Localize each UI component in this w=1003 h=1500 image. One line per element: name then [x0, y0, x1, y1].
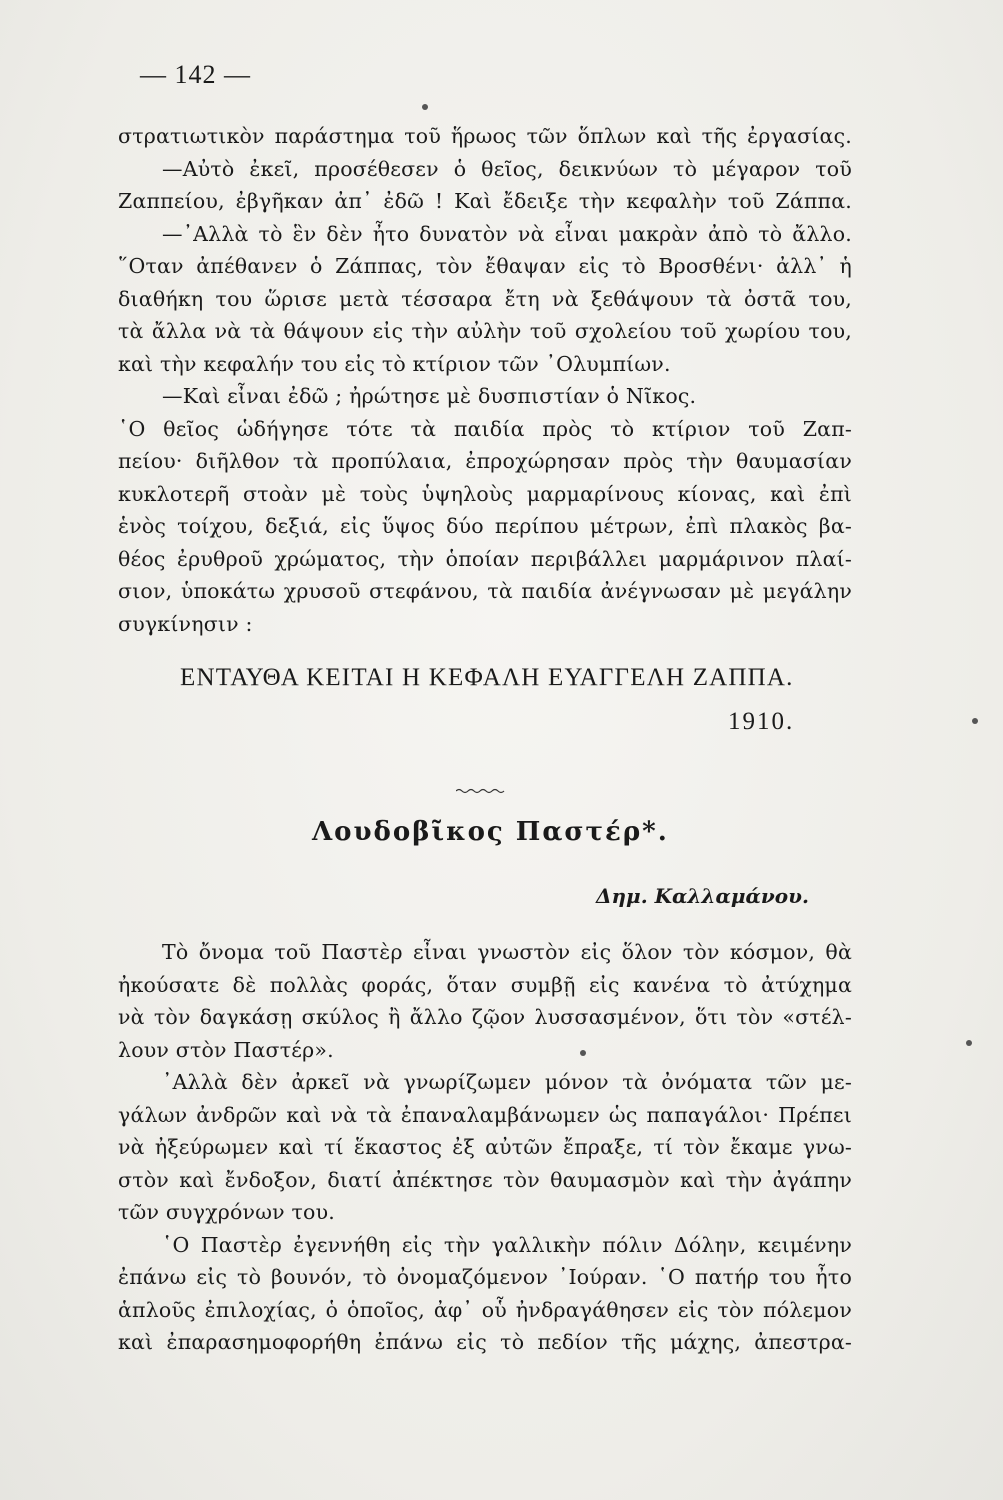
text-line: Ζαππείου, ἐβγῆκαν ἀπ᾽ ἐδῶ ! Καὶ ἔδειξε τὴν κεφαλὴν τοῦ Ζάππα. — [118, 189, 852, 213]
text-line: στὸν καὶ ἔνδοξον, διατί ἀπέκτησε τὸν θαυμασμὸν καὶ τὴν ἀγάπην — [118, 1167, 852, 1192]
text-line: τὰ ἄλλα νὰ τὰ θάψουν εἰς τὴν αὐλὴν τοῦ σχολείου τοῦ χωρίου του, — [118, 319, 852, 343]
text-line: ἑνὸς τοίχου, δεξιά, εἰς ὕψος δύο περίπου μέτρων, ἐπὶ πλακὸς βα- — [118, 514, 852, 538]
text-line: στρατιωτικὸν παράστημα τοῦ ἥρωος τῶν ὅπλων καὶ τῆς ἐργασίας. — [118, 124, 852, 148]
inscription: ΕΝΤΑΥΘΑ ΚΕΙΤΑΙ Η ΚΕΦΑΛΗ ΕΥΑΓΓΕΛΗ ΖΑΠΠΑ. — [180, 664, 794, 691]
article-paragraph — [118, 936, 852, 1359]
text-line: ῞Οταν ἀπέθανεν ὁ Ζάππας, τὸν ἔθαψαν εἰς τὸ Βροσθένι· ἀλλ᾽ ἡ — [118, 254, 852, 278]
text-line: λουν στὸν Παστέρ». — [118, 1037, 334, 1062]
ink-speck-icon — [580, 1050, 586, 1056]
text-line: ἐπάνω εἰς τὸ βουνόν, τὸ ὀνομαζόμενον ᾽Ιούραν. ῾Ο πατήρ του ἦτο — [118, 1265, 852, 1289]
page-number: — 142 — — [140, 60, 251, 89]
text-line: γάλων ἀνδρῶν καὶ νὰ τὰ ἐπαναλαμβάνωμεν ὡς παπαγάλοι· Πρέπει — [118, 1102, 852, 1127]
inscription-year: 1910. — [728, 708, 795, 735]
text-line: συγκίνησιν : — [118, 611, 253, 636]
text-line: ᾽Αλλὰ δὲν ἀρκεῖ νὰ γνωρίζωμεν μόνον τὰ ὀνόματα τῶν με- — [162, 1070, 852, 1094]
text-line: διαθήκη του ὥρισε μετὰ τέσσαρα ἔτη νὰ ξεθάψουν τὰ ὀστᾶ του, — [118, 286, 852, 311]
text-line: ῾Ο θεῖος ὡδήγησε τότε τὰ παιδία πρὸς τὸ κτίριον τοῦ Ζαπ- — [118, 416, 852, 441]
text-line: θέος ἐρυθροῦ χρώματος, τὴν ὁποίαν περιβάλλει μαρμάρινον πλαί- — [118, 546, 852, 571]
text-line: πείου· διῆλθον τὰ προπύλαια, ἐπροχώρησαν πρὸς τὴν θαυμασίαν — [118, 449, 852, 473]
text-line: Τὸ ὄνομα τοῦ Παστὲρ εἶναι γνωστὸν εἰς ὅλον τὸν κόσμον, θὰ — [162, 940, 852, 964]
article-title: Λουδοβῖκος Παστέρ*. — [312, 817, 669, 847]
text-line: κυκλοτερῆ στοὰν μὲ τοὺς ὑψηλοὺς μαρμαρίνους κίονας, καὶ ἐπὶ — [118, 481, 852, 506]
wavy-divider-icon — [456, 788, 506, 794]
text-line: νὰ ἠξεύρωμεν καὶ τί ἕκαστος ἐξ αὐτῶν ἔπραξε, τί τὸν ἔκαμε γνω- — [118, 1135, 852, 1159]
text-line: —᾽Αλλὰ τὸ ἓν δὲν ἦτο δυνατὸν νὰ εἶναι μακρὰν ἀπὸ τὸ ἄλλο. — [162, 221, 852, 246]
ink-speck-icon — [966, 1040, 972, 1046]
top-paragraph — [118, 120, 852, 640]
text-line: —Αὐτὸ ἐκεῖ, προσέθεσεν ὁ θεῖος, δεικνύων τὸ μέγαρον τοῦ — [162, 156, 852, 181]
ink-speck-icon — [972, 718, 978, 724]
ink-speck-icon — [422, 104, 428, 110]
text-line: —Καὶ εἶναι ἐδῶ ; ἠρώτησε μὲ δυσπιστίαν ὁ Νῖκος. — [162, 384, 697, 408]
text-line: καὶ τὴν κεφαλήν του εἰς τὸ κτίριον τῶν ᾽Ολυμπίων. — [118, 351, 671, 376]
text-line: ἁπλοῦς ἐπιλοχίας, ὁ ὁποῖος, ἀφ᾽ οὗ ἠνδραγάθησεν εἰς τὸν πόλεμον — [118, 1297, 852, 1322]
article-author: Δημ. Καλλαμάνου. — [596, 884, 809, 908]
text-line: ῾Ο Παστὲρ ἐγεννήθη εἰς τὴν γαλλικὴν πόλιν Δόλην, κειμένην — [162, 1232, 852, 1257]
text-line: τῶν συγχρόνων του. — [118, 1200, 335, 1224]
text-line: νὰ τὸν δαγκάσῃ σκύλος ἢ ἄλλο ζῷον λυσσασμένον, ὅτι τὸν «στέλ- — [118, 1005, 852, 1029]
text-line: σιον, ὑποκάτω χρυσοῦ στεφάνου, τὰ παιδία ἀνέγνωσαν μὲ μεγάλην — [118, 579, 852, 603]
text-line: καὶ ἐπαρασημοφορήθη ἐπάνω εἰς τὸ πεδίον τῆς μάχης, ἀπεστρα- — [118, 1330, 852, 1354]
text-line: ἠκούσατε δὲ πολλὰς φοράς, ὅταν συμβῇ εἰς κανένα τὸ ἀτύχημα — [118, 972, 852, 997]
